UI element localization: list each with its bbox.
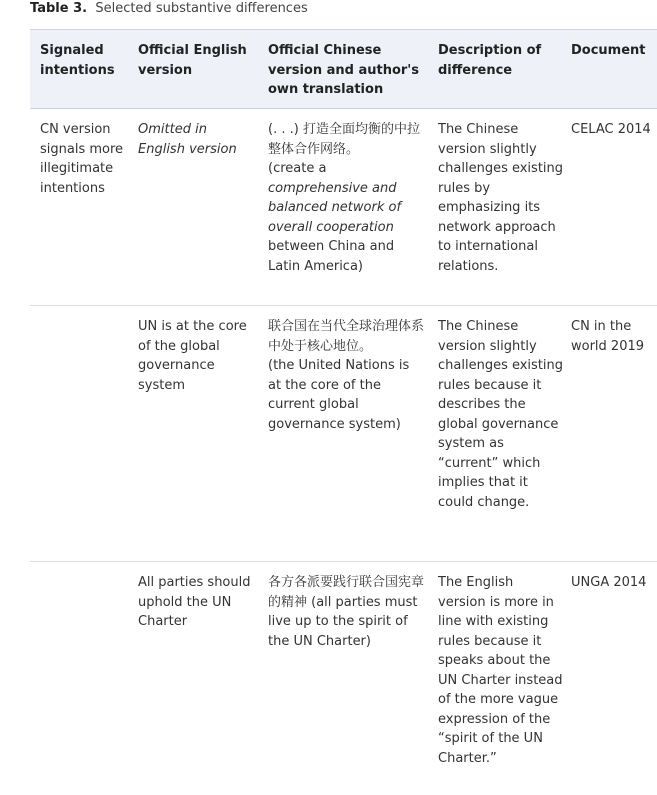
- english-cell: All parties should uphold the UN Charter: [138, 575, 251, 629]
- table-label: Table 3.: [30, 1, 88, 16]
- document-cell: UNGA 2014: [571, 575, 647, 590]
- translation-text-end: between China and Latin America): [268, 239, 395, 274]
- description-cell: The Chinese version slightly challenges existing rules because it describes the global governance system as “current” which implies that it could change.: [438, 319, 564, 510]
- header-official-chinese: Official Chinese version and author's own translation: [268, 43, 420, 97]
- table-row: [30, 562, 657, 795]
- header-description: Description of difference: [438, 43, 542, 78]
- table-row: [30, 109, 657, 306]
- header-official-english: Official English version: [138, 43, 247, 78]
- differences-table: [30, 29, 657, 795]
- chinese-text: 各方各派要践行联合国宪章的精神: [268, 575, 425, 610]
- english-cell: Omitted in English version: [138, 122, 237, 157]
- table-header-row: [30, 29, 657, 109]
- translation-text: (all parties must live up to the spirit of the UN Charter): [268, 594, 418, 649]
- description-cell: The English version is more in line with existing rules because it speaks about the UN Charter instead of the more vague expression of the “spirit of the UN Charter.”: [438, 575, 563, 766]
- document-cell: CN in the world 2019: [571, 319, 645, 354]
- translation-emphasis: comprehensive and balanced network of overall cooperation: [268, 180, 402, 235]
- english-cell: UN is at the core of the global governance system: [138, 319, 247, 393]
- intention-cell: CN version signals more illegitimate intentions: [40, 122, 124, 196]
- description-cell: The Chinese version slightly challenges existing rules by emphasizing its network approach to international relations.: [438, 122, 564, 274]
- document-cell: CELAC 2014: [571, 122, 651, 137]
- translation-text: (create a: [268, 161, 327, 176]
- table-caption: [30, 0, 308, 18]
- table-row: [30, 306, 657, 562]
- chinese-cell: [268, 120, 426, 276]
- chinese-text: (. . .) 打造全面均衡的中拉整体合作网络。: [268, 122, 420, 157]
- chinese-cell: [268, 317, 426, 434]
- chinese-text: 联合国在当代全球治理体系中处于核心地位。: [268, 319, 425, 354]
- chinese-cell: [268, 573, 426, 651]
- translation-text: (the United Nations is at the core of the current global governance system): [268, 358, 410, 432]
- header-document: Document: [571, 43, 646, 58]
- header-signaled-intentions: Signaled intentions: [40, 43, 115, 78]
- table-title: Selected substantive differences: [95, 1, 308, 16]
